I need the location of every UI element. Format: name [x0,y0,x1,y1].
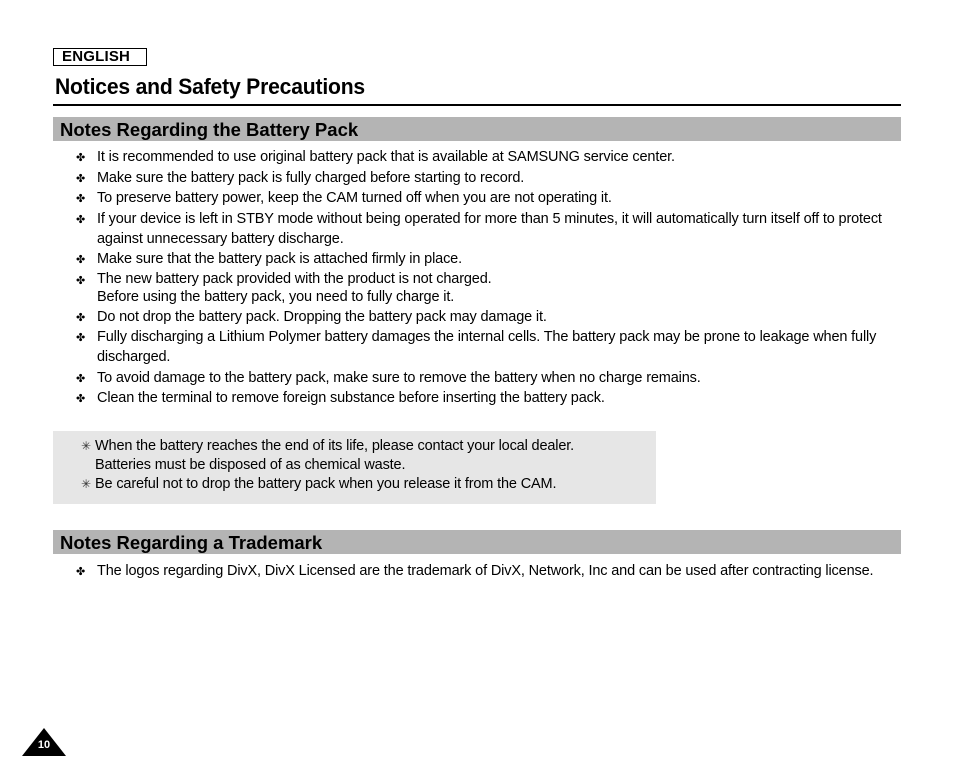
note-line: Batteries must be disposed of as chemical waste. [95,457,406,473]
battery-section-heading: Notes Regarding the Battery Pack [53,117,901,141]
list-item: ✤ Clean the terminal to remove foreign substance before inserting the battery pack. [76,388,896,408]
language-tag: ENGLISH [53,48,147,66]
battery-notes-list [76,147,896,409]
list-item: ✤ It is recommended to use original battery pack that is available at SAMSUNG service center. [76,147,896,167]
bullet-icon: ✤ [76,172,86,185]
bullet-icon: ✤ [76,393,86,406]
list-item: ✤ To avoid damage to the battery pack, make sure to remove the battery when no charge remains. [76,368,896,388]
bullet-icon: ✤ [76,332,86,345]
bullet-icon: ✤ [76,213,86,226]
bullet-icon: ✤ [76,254,86,267]
page-title: Notices and Safety Precautions [55,74,365,99]
list-item: ✤ The logos regarding DivX, DivX Licensed are the trademark of DivX, Network, Inc and can be used after contracting license. [76,561,896,581]
list-item: ✤ Do not drop the battery pack. Dropping the battery pack may damage it. [76,307,896,327]
list-item: ✤ The new battery pack provided with the product is not charged. Before using the battery pack, you need to fully charge it. [76,270,492,305]
trademark-notes-list [76,561,896,582]
bullet-icon: ✤ [76,274,86,287]
bullet-icon: ✤ [76,193,86,206]
note-box [53,431,656,504]
asterisk-icon: ✳ [81,477,91,491]
page-number: 10 [37,739,51,751]
bullet-icon: ✤ [76,152,86,164]
note-line: ✳ When the battery reaches the end of its life, please contact your local dealer. [81,438,575,454]
bullet-icon: ✤ [76,311,86,324]
bullet-icon: ✤ [76,566,86,578]
note-line: ✳ Be careful not to drop the battery pack when you release it from the CAM. [81,476,557,492]
title-divider [53,104,901,106]
list-item: ✤ To preserve battery power, keep the CAM turned off when you are not operating it. [76,188,896,208]
page-number-marker [22,728,66,756]
list-item: ✤ If your device is left in STBY mode without being operated for more than 5 minutes, it will automatically turn itself off to protect against unnecessary battery discharge. [76,210,882,247]
list-item: ✤ Make sure the battery pack is fully charged before starting to record. [76,168,896,188]
bullet-icon: ✤ [76,372,86,385]
asterisk-icon: ✳ [81,439,91,453]
list-item: ✤ Fully discharging a Lithium Polymer battery damages the internal cells. The battery pack may be prone to leakage when fully discharged. [76,329,877,366]
trademark-section-heading: Notes Regarding a Trademark [53,530,901,554]
list-item: ✤ Make sure that the battery pack is attached firmly in place. [76,249,896,269]
